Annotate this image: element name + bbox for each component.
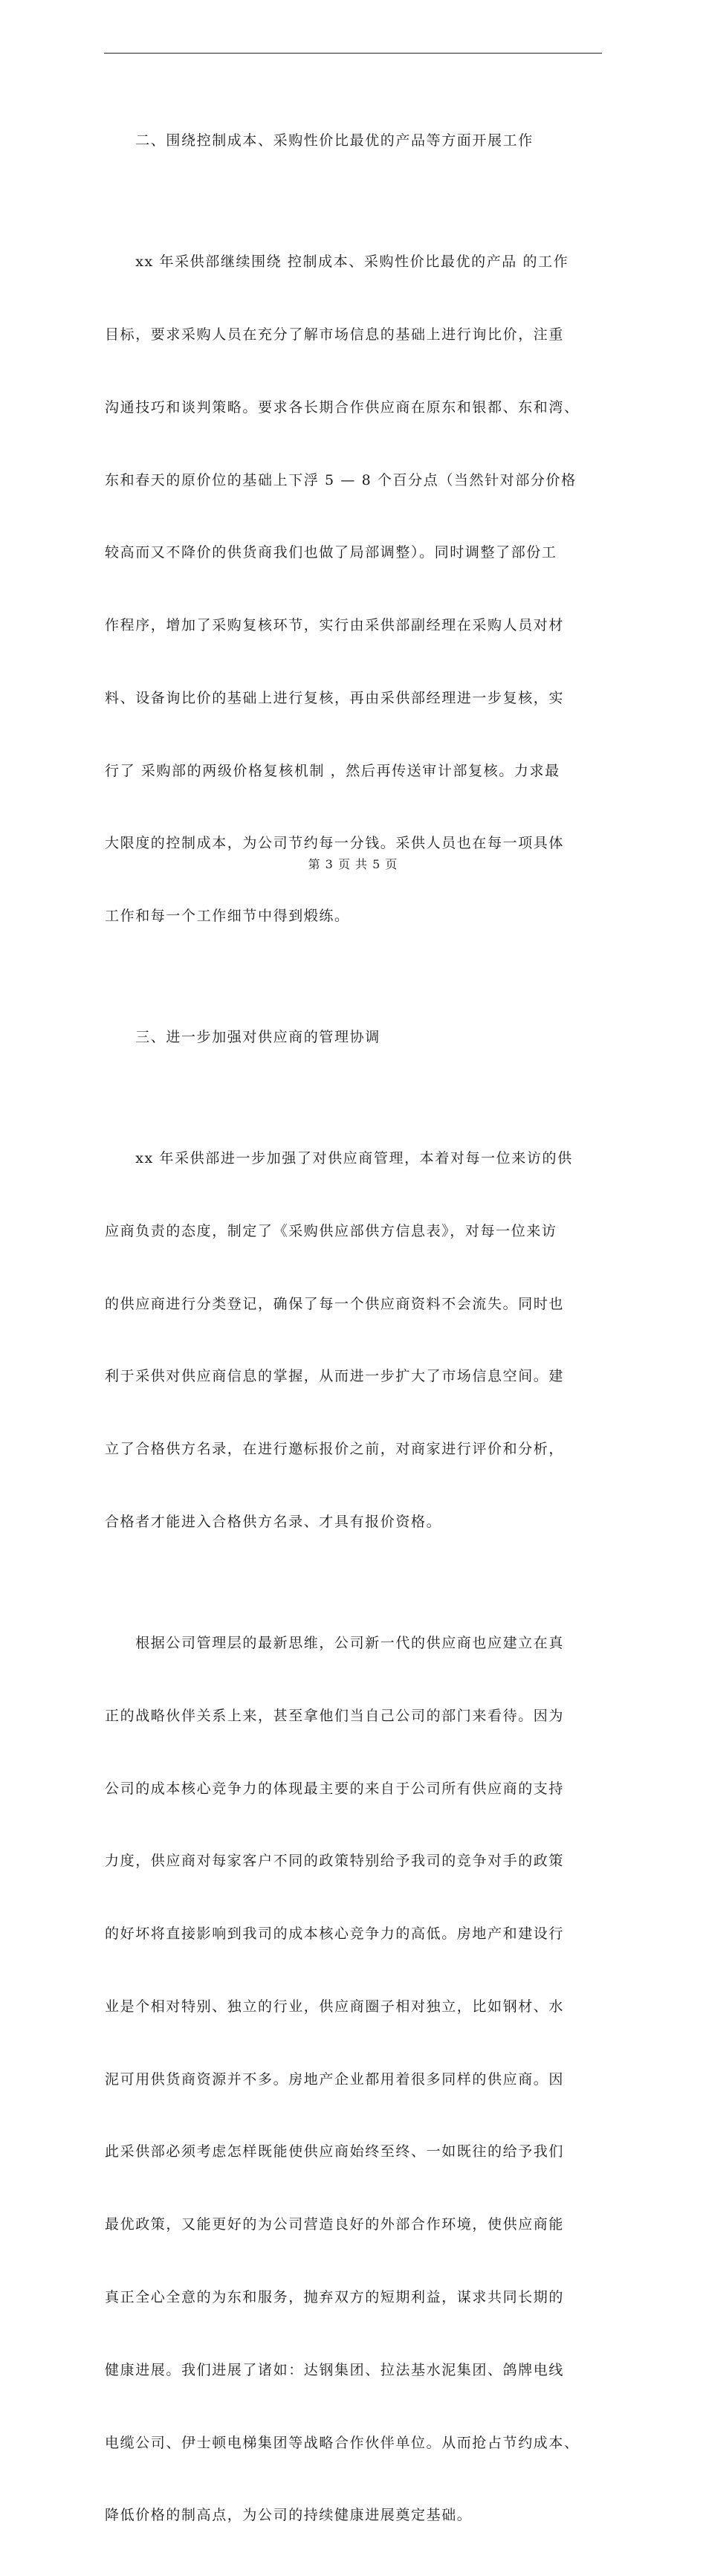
text-line: 公司的成本核心竞争力的体现最主要的来自于公司所有供应商的支持 — [105, 1780, 565, 1797]
text-line: 应商负责的态度，制定了《采购供应部供方信息表》，对每一位来访 — [105, 1222, 557, 1239]
text-line: 大限度的控制成本，为公司节约每一分钱。采供人员也在每一项具体 — [105, 835, 565, 852]
text-line: 业是个相对特别、独立的行业，供应商圈子相对独立，比如钢材、水 — [105, 1998, 565, 2015]
text-line: 作程序，增加了采购复核环节，实行由采供部副经理在采购人员对材 — [105, 617, 565, 634]
text-line: 泥可用供货商资源并不多。房地产企业都用着很多同样的供应商。因 — [105, 2070, 565, 2088]
text-line: 根据公司管理层的最新思维，公司新一代的供应商也应建立在真 — [105, 1635, 565, 1651]
page-number-footer: 第 3 页 共 5 页 — [308, 857, 398, 871]
text-line: 利于采供对供应商信息的掌握，从而进一步扩大了市场信息空间。建 — [105, 1368, 565, 1385]
text-line: 工作和每一个工作细节中得到煅练。 — [105, 908, 350, 925]
text-line: 合格者才能进入合格供方名录、才具有报价资格。 — [105, 1514, 442, 1531]
text-line: 料、设备询比价的基础上进行复核，再由采供部经理进一步复核，实 — [105, 689, 565, 706]
text-line: 此采供部必须考虑怎样既能使供应商始终至终、一如既往的给予我们 — [105, 2143, 565, 2160]
text-line: xx 年采供部进一步加强了对供应商管理，本着对每一位来访的供 — [105, 1150, 573, 1167]
text-line: 沟通技巧和谈判策略。要求各长期合作供应商在原东和银都、东和湾、 — [105, 398, 580, 416]
text-line: 力度，供应商对每家客户不同的政策特别给予我司的竞争对手的政策 — [105, 1853, 565, 1870]
text-line: 的好坏将直接影响到我司的成本核心竞争力的高低。房地产和建设行 — [105, 1925, 565, 1943]
text-line: 正的战略伙伴关系上来，甚至拿他们当自己公司的部门来看待。因为 — [105, 1707, 565, 1724]
text-line: 目标，要求采购人员在充分了解市场信息的基础上进行询比价，注重 — [105, 326, 565, 343]
paragraph-supplier-management — [105, 1098, 604, 1583]
text-line: 的供应商进行分类登记，确保了每一个供应商资料不会流失。同时也 — [105, 1295, 565, 1312]
text-line: 二、围绕控制成本、采购性价比最优的产品等方面开展工作 — [105, 132, 534, 149]
text-line: 较高而又不降价的供货商我们也做了局部调整）。同时调整了部份工 — [105, 544, 557, 561]
text-line: xx 年采供部继续围绕 控制成本、采购性价比最优的产品 的工作 — [105, 254, 569, 271]
paragraph-strategic-partnership — [105, 1583, 604, 2576]
text-line: 三、进一步加强对供应商的管理协调 — [105, 1029, 380, 1046]
text-line: 东和春天的原价位的基础上下浮 5 — 8 个百分点（当然针对部分价格 — [105, 471, 577, 488]
text-line: 健康进展。我们进展了诸如：达钢集团、拉法基水泥集团、鸽牌电线 — [105, 2361, 565, 2378]
text-line: 最优政策，又能更好的为公司营造良好的外部合作环境，使供应商能 — [105, 2216, 565, 2233]
text-line: 降低价格的制高点，为公司的持续健康进展奠定基础。 — [105, 2507, 473, 2524]
text-line: 电缆公司、伊士顿电梯集团等战略合作伙伴单位。从而抢占节约成本、 — [105, 2434, 580, 2451]
section-heading-3 — [105, 977, 604, 1098]
section-heading-2 — [105, 80, 604, 201]
text-line: 行了 采购部的两级价格复核机制 ，然后再传送审计部复核。力求最 — [105, 762, 560, 779]
text-line: 立了合格供方名录，在进行邀标报价之前，对商家进行评价和分析， — [105, 1441, 565, 1458]
document-body — [105, 80, 604, 2576]
header-rule — [104, 53, 602, 54]
text-line: 真正全心全意的为东和服务，抛弃双方的短期利益，谋求共同长期的 — [105, 2289, 565, 2306]
